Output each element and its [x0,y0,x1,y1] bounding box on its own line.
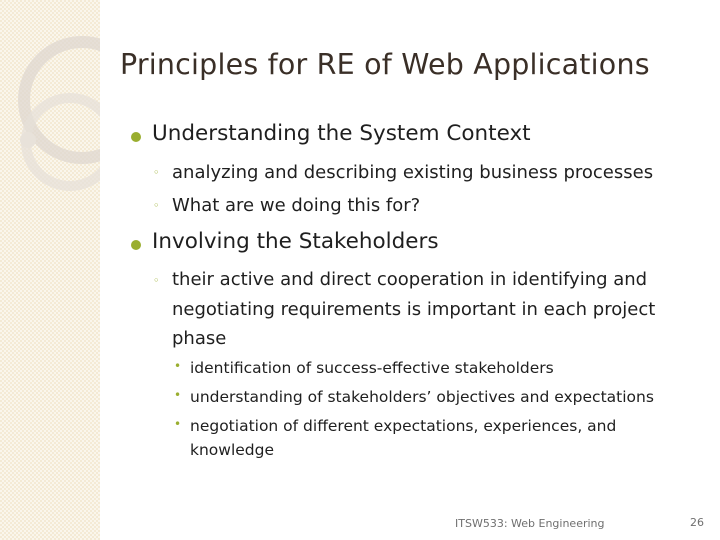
sub-bullet-marker: ◦ [153,274,160,287]
sub-sub-bullet-text: negotiation of different expectations, experiences, and knowledge [190,417,617,459]
sub-bullet-text: What are we doing this for? [172,195,421,216]
sub-bullet-marker: ◦ [153,166,160,179]
sub-sub-bullet-marker: • [174,359,182,373]
bullet-text: Understanding the System Context [152,121,531,146]
sub-bullet-text: analyzing and describing existing business processes [172,162,654,183]
page-number: 26 [690,516,704,529]
sub-bullet-marker: ◦ [153,199,160,212]
slide-footer: ITSW533: Web Engineering [455,517,605,530]
bullet-marker [131,132,141,142]
sub-sub-bullet-marker: • [174,417,182,431]
sub-sub-bullet-marker: • [174,388,182,402]
sub-sub-bullet-text: understanding of stakeholders’ objectives and expectations [190,388,654,406]
background-pattern [0,0,100,540]
bullet-marker [131,240,141,250]
bullet-text: Involving the Stakeholders [152,229,439,254]
slide-title: Principles for RE of Web Applications [120,48,650,81]
sub-bullet-text: their active and direct cooperation in identifying and negotiating requirements is important in each project phase [172,269,656,349]
sub-sub-bullet-text: identification of success-effective stakeholders [190,359,554,377]
